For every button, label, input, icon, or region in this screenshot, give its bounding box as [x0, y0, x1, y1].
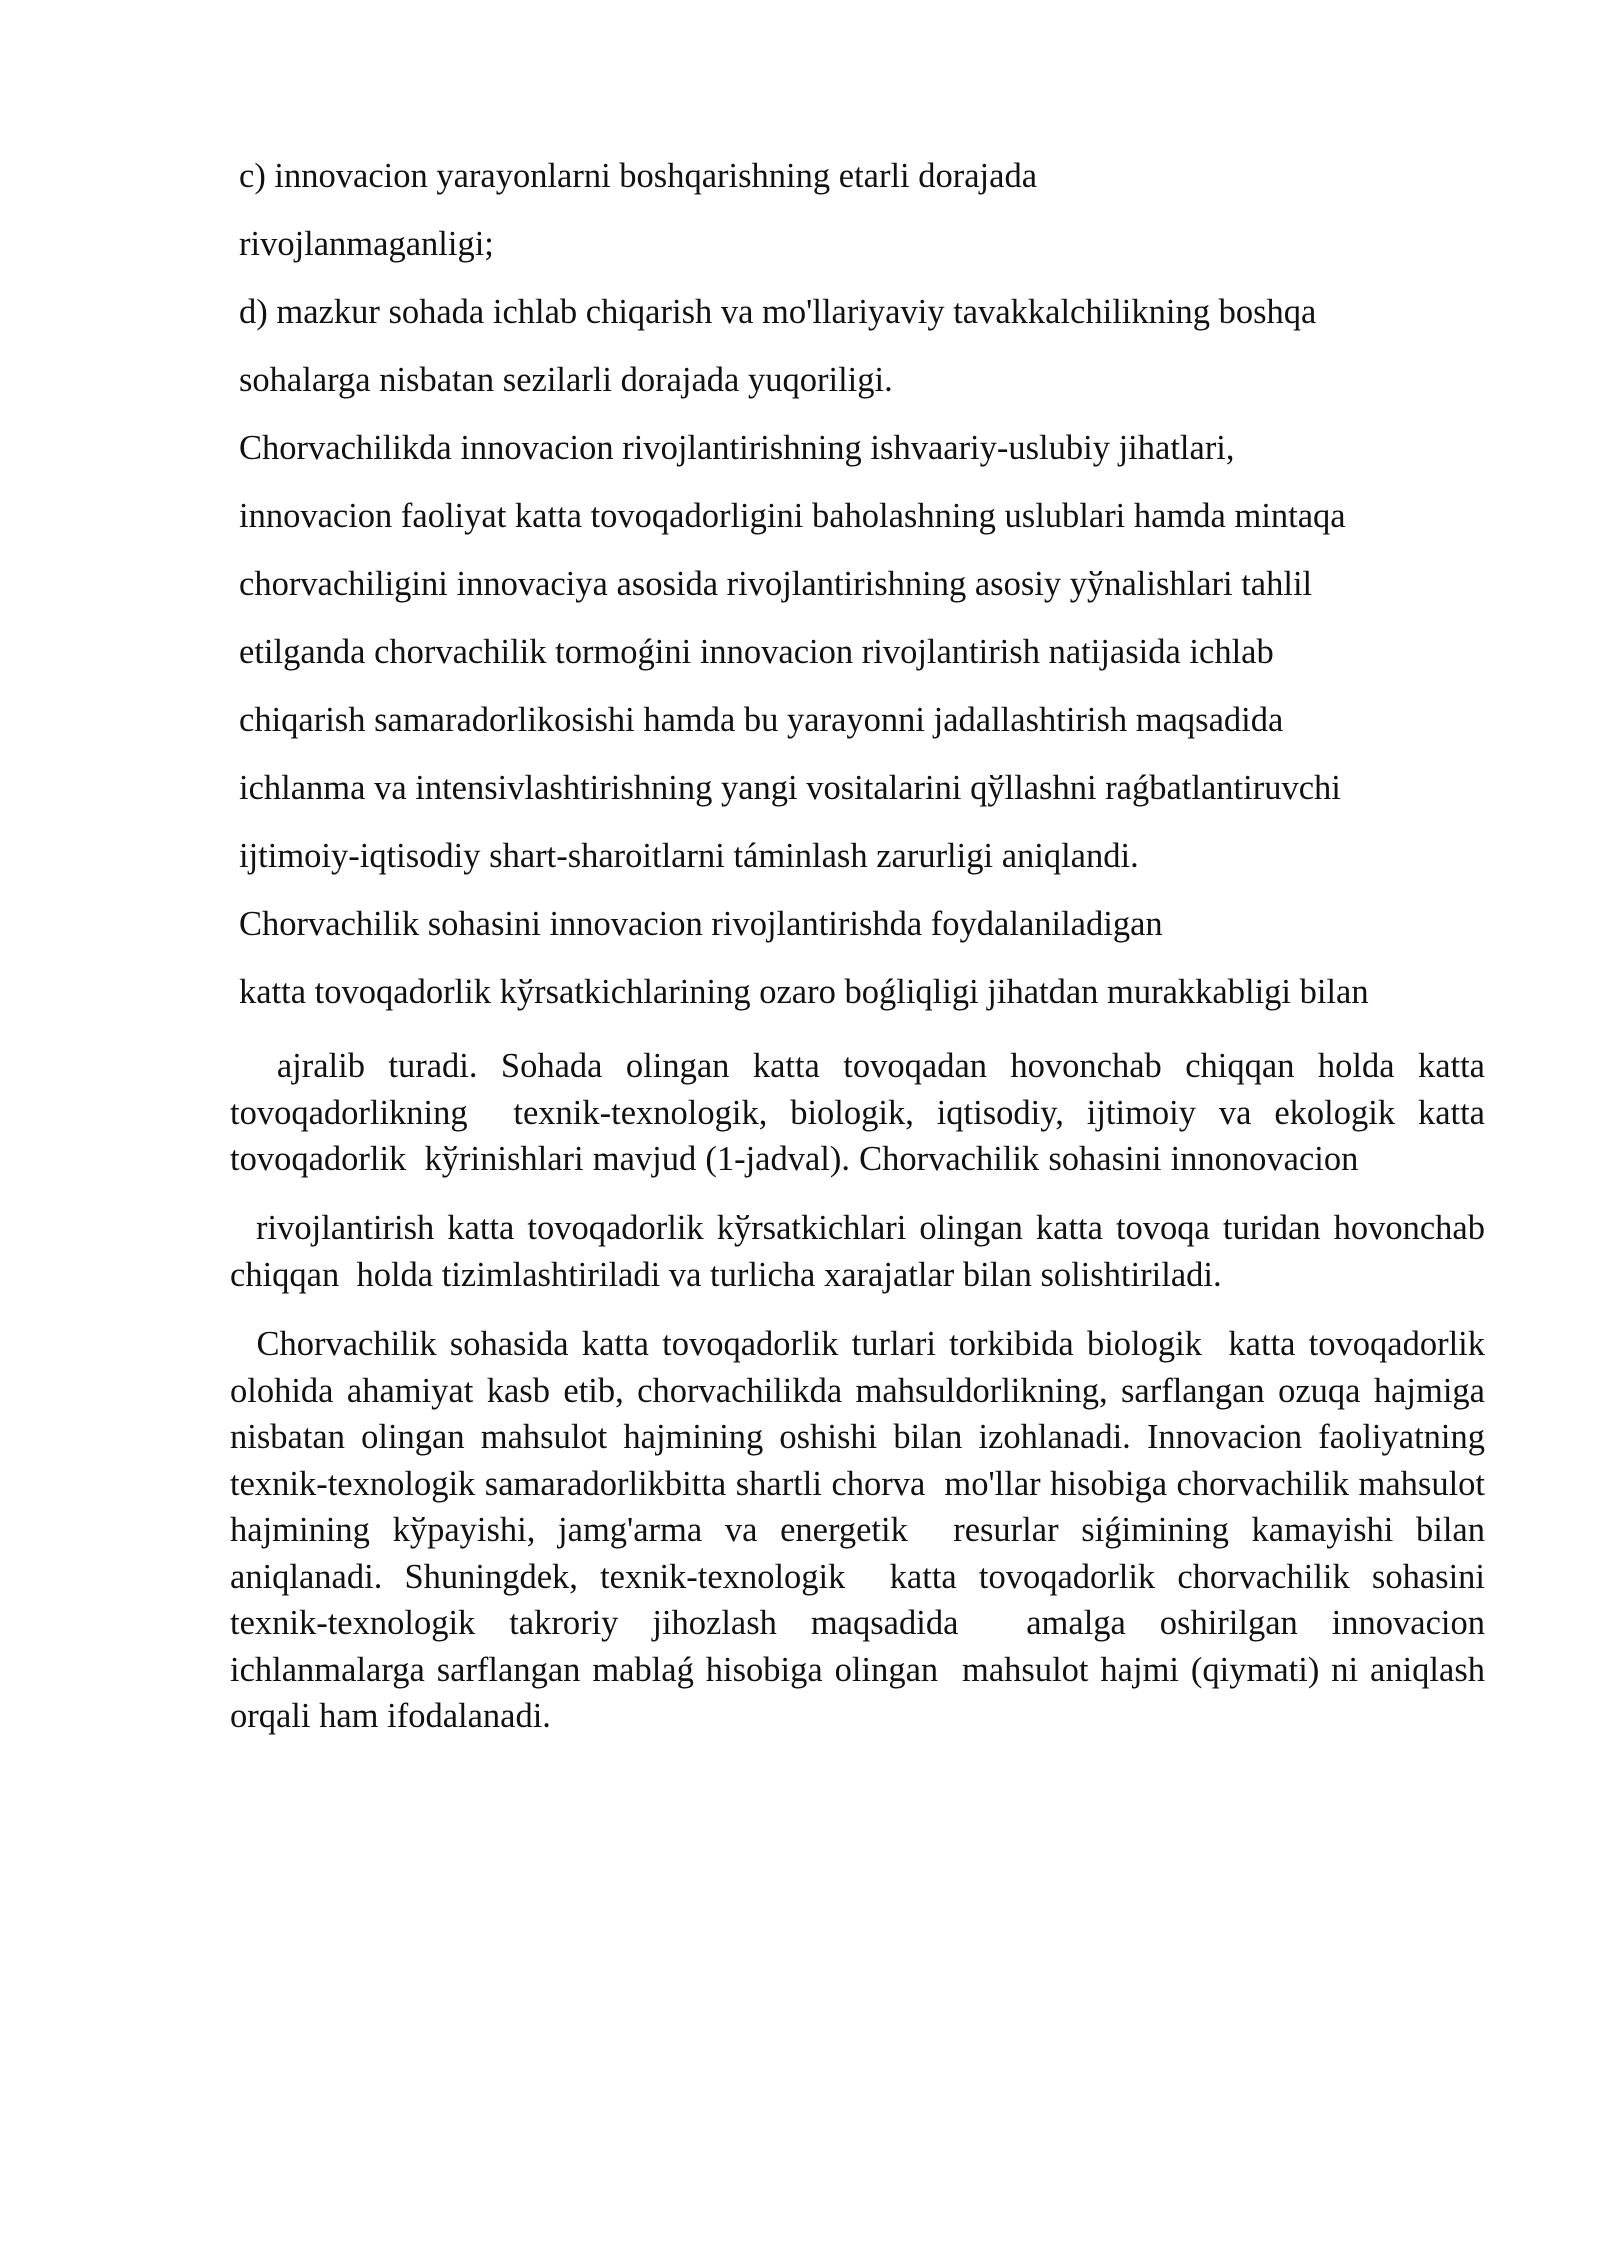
text-line: sohalarga nisbatan sezilarli dorajada yuqoriligi.: [239, 361, 893, 399]
text-line: ichlanma va intensivlashtirishning yangi vositalarini qўllashni raǵbatlantiruvchi: [239, 769, 1341, 807]
text-line: katta tovoqadorlik kўrsatkichlarining ozaro boǵliqligi jihatdan murakkabligi bilan: [239, 973, 1369, 1011]
text-line: rivojlanmaganligi;: [239, 225, 494, 263]
text-line: chorvachiligini innovaciya asosida rivojlantirishning asosiy yўnalishlari tahlil: [239, 565, 1313, 603]
paragraph: ajralib turadi. Sohada olingan katta tovoqadan hovonchab chiqqan holda katta tovoqadorlikning texnik-texnologik, biologik, iqtisodiy, ijtimoiy va ekologik katta tovoqadorlik kўrinishlari mavjud (1-jadval). Chorvachilik sohasini innonovacion: [230, 1047, 1495, 1178]
text-line: Chorvachilik sohasini innovacion rivojlantirishda foydalaniladigan: [239, 905, 1163, 943]
paragraph: rivojlantirish katta tovoqadorlik kўrsatkichlari olingan katta tovoqa turidan hovonchab chiqqan holda tizimlashtiriladi va turlicha xarajatlar bilan solishtiriladi.: [230, 1209, 1494, 1294]
text-line: innovacion faoliyat katta tovoqadorligini baholashning uslublari hamda mintaqa: [239, 497, 1346, 535]
paragraph: Chorvachilik sohasida katta tovoqadorlik turlari torkibida biologik katta tovoqadorlik olohida ahamiyat kasb etib, chorvachilikda mahsuldorlikning, sarflangan ozuqa hajmiga nisbatan olingan mahsulot hajmining oshishi bilan izohlanadi. Innovacion faoliyatning texnik-texnologik samaradorlikbitta shartli chorva mo'llar hisobiga chorvachilik mahsulot hajmining kўpayishi, jamg'arma va energetik resurlar siǵimining kamayishi bilan aniqlanadi. Shuningdek, texnik-texnologik katta tovoqadorlik chorvachilik sohasini texnik-texnologik takroriy jihozlash maqsadida amalga oshirilgan innovacion ichlanmalarga sarflangan mablaǵ hisobiga olingan mahsulot hajmi (qiymati) ni aniqlash orqali ham ifodalanadi.: [230, 1325, 1494, 1735]
text-line: Chorvachilikda innovacion rivojlantirishning ishvaariy-uslubiy jihatlari,: [239, 429, 1235, 467]
text-line: etilganda chorvachilik tormoǵini innovacion rivojlantirish natijasida ichlab: [239, 633, 1274, 671]
text-line: d) mazkur sohada ichlab chiqarish va mo'llariyaviy tavakkalchilikning boshqa: [239, 293, 1317, 331]
text-line: ijtimoiy-iqtisodiy shart-sharoitlarni táminlash zarurligi aniqlandi.: [239, 837, 1139, 875]
text-line: chiqarish samaradorlikosishi hamda bu yarayonni jadallashtirish maqsadida: [239, 701, 1284, 739]
text-line: c) innovacion yarayonlarni boshqarishning etarli dorajada: [239, 157, 1038, 195]
